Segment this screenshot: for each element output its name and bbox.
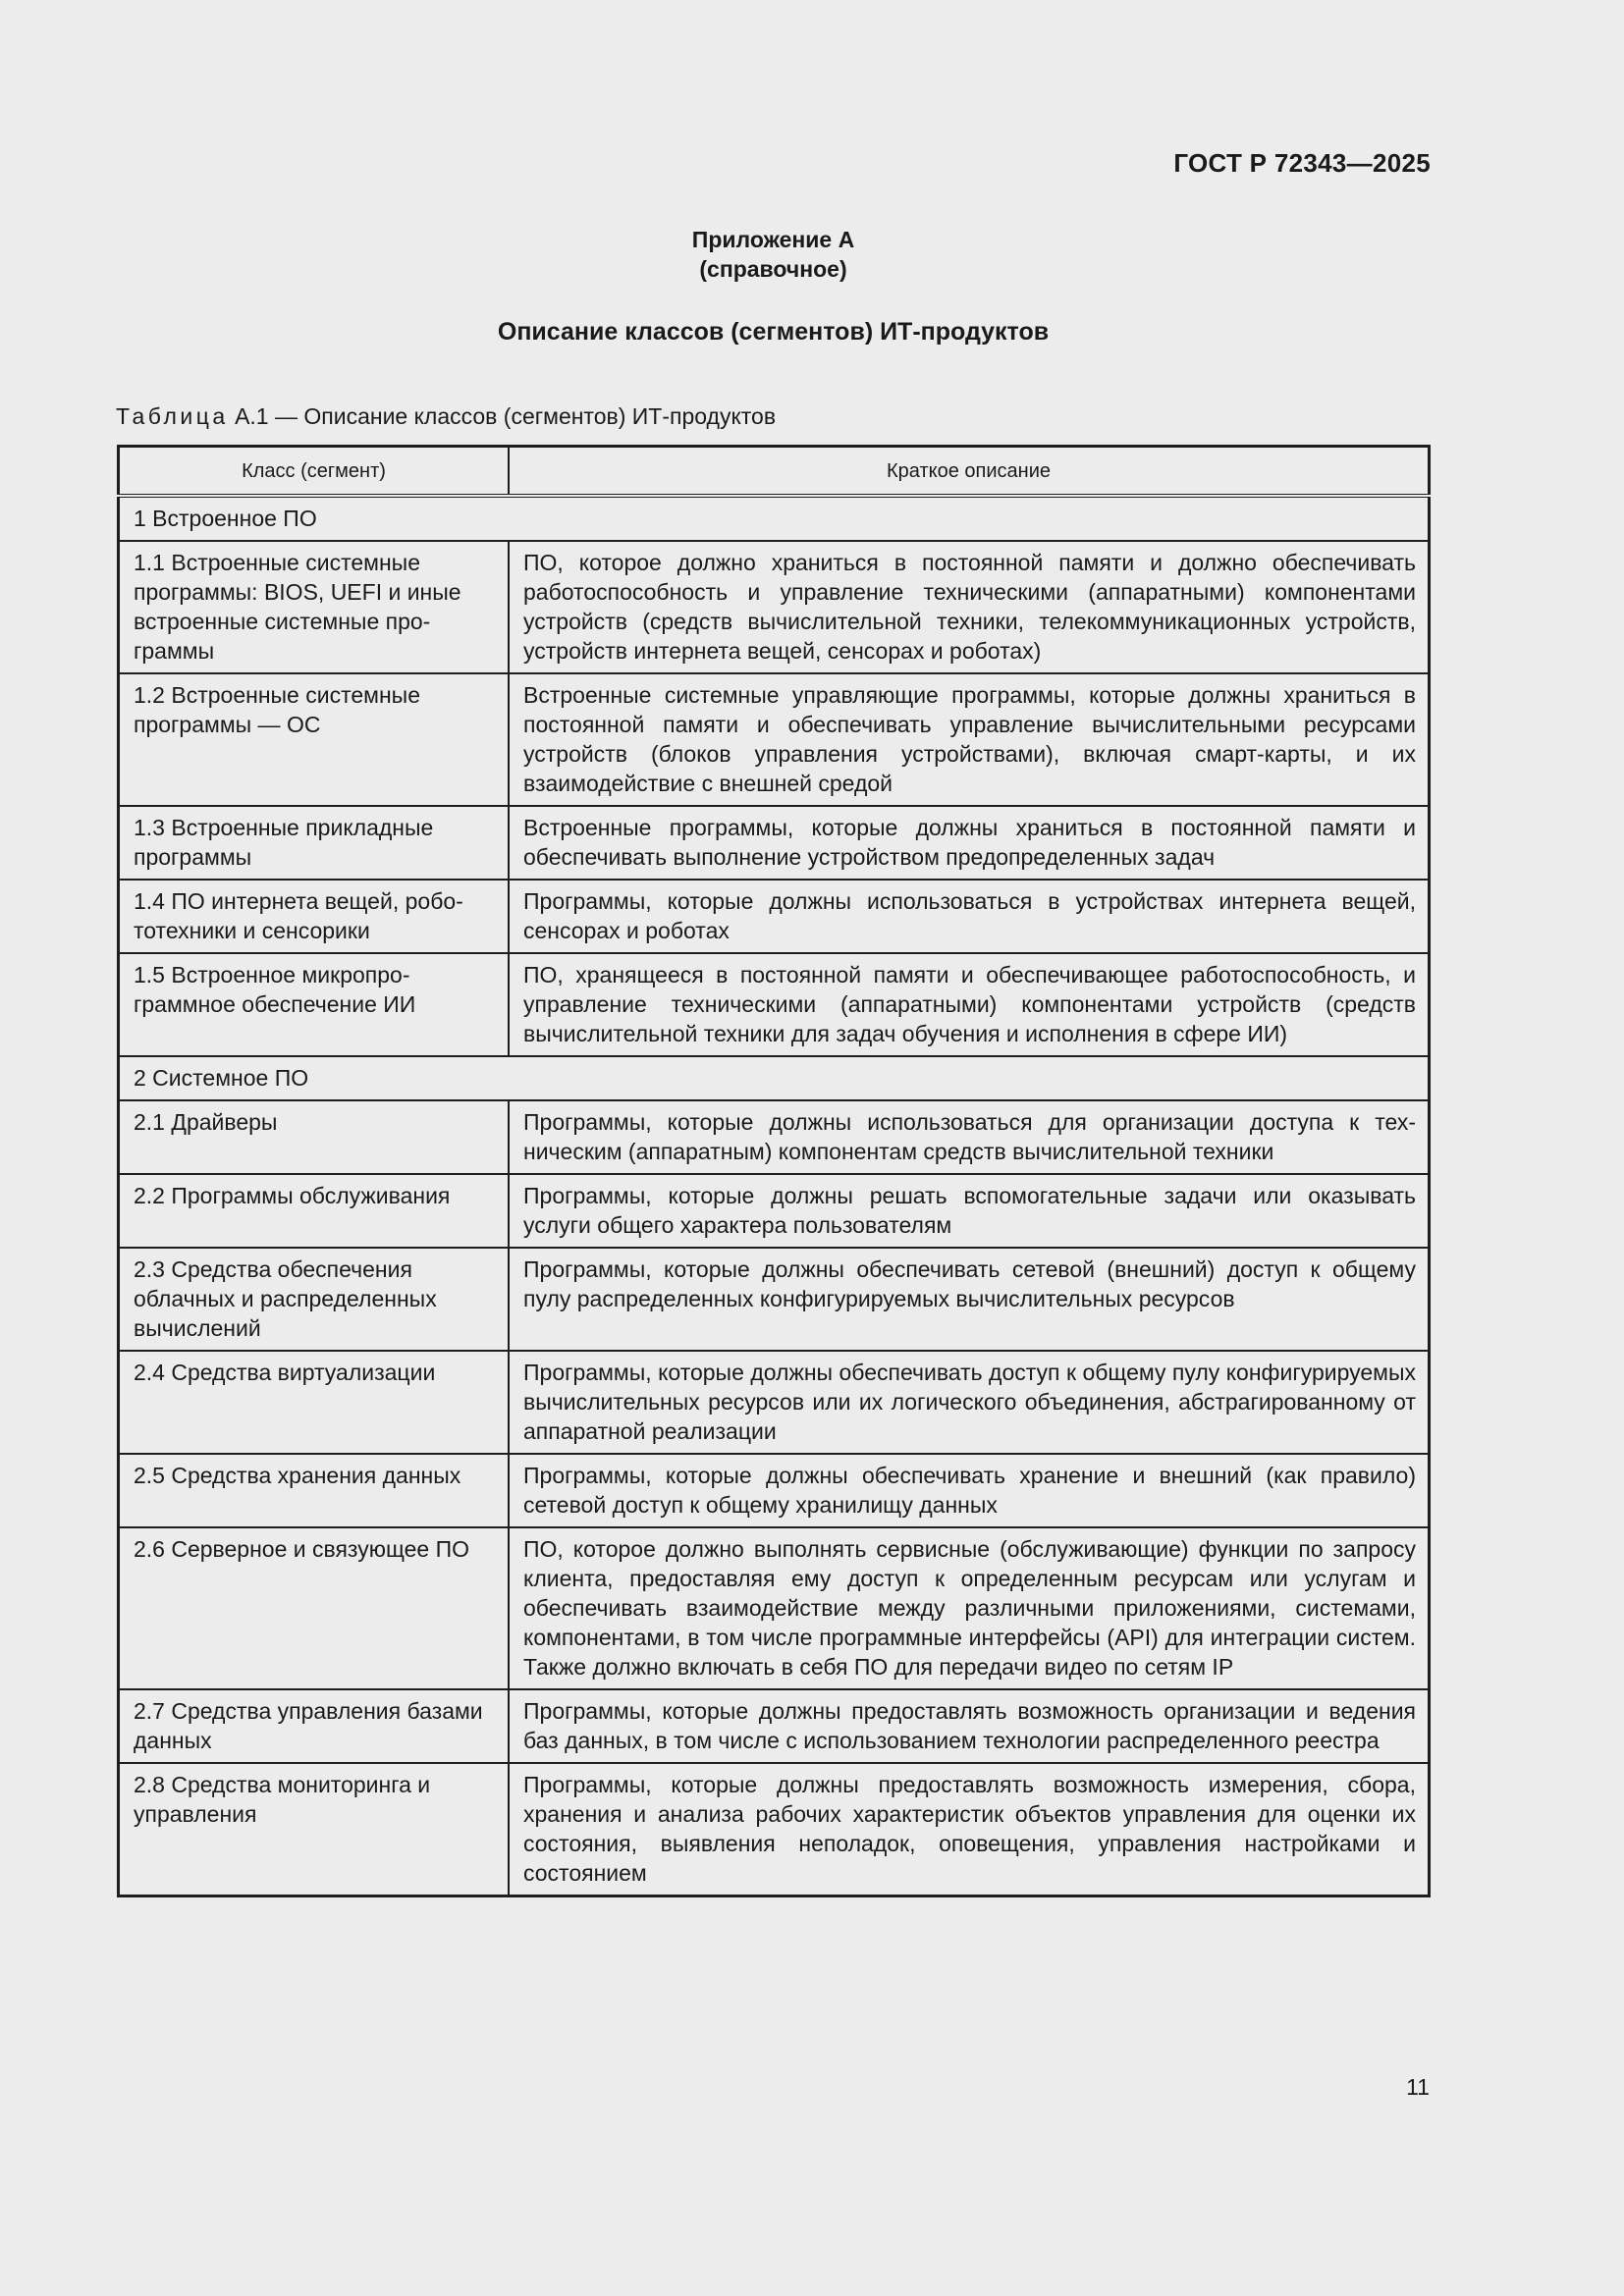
class-cell: 2.2 Программы обслуживания [119, 1174, 510, 1248]
class-cell: 2.3 Средства обеспечения облачных и распределенных вычислений [119, 1248, 510, 1351]
section-title: 2 Системное ПО [119, 1056, 1430, 1100]
description-cell: Программы, которые должны обеспечивать хранение и внешний (как правило) сетевой доступ к общему хранилищу данных [509, 1454, 1430, 1527]
table-caption-text: А.1 — Описание классов (сегментов) ИТ-продуктов [228, 403, 777, 429]
class-cell: 2.7 Средства управления базами данных [119, 1689, 510, 1763]
table-body [119, 496, 1430, 1896]
description-cell: Программы, которые должны предоставлять возможность организации и ведения баз данных, в том числе с использованием технологии распределенного реестра [509, 1689, 1430, 1763]
description-cell: Встроенные программы, которые должны храниться в постоянной памяти и обеспечивать выполнение устройством предопределенных задач [509, 806, 1430, 880]
appendix-heading [0, 225, 1546, 284]
class-cell: 1.4 ПО интернета вещей, робототехники и сенсорики [119, 880, 510, 953]
description-cell: Встроенные системные управляющие программы, которые должны храниться в постоянной памяти и обеспечивать управление вычислительными ресурсами устройств (блоков управления устройствами), включая смарт-карты, и их взаимодействие с внешней средой [509, 673, 1430, 806]
table-row [119, 1454, 1430, 1527]
table-row [119, 953, 1430, 1056]
class-cell: 1.2 Встроенные системные программы — ОС [119, 673, 510, 806]
class-cell: 2.8 Средства мониторинга и управления [119, 1763, 510, 1896]
classes-table [117, 445, 1431, 1897]
table-row [119, 806, 1430, 880]
table-row [119, 1527, 1430, 1689]
class-cell: 1.3 Встроенные прикладные программы [119, 806, 510, 880]
section-row [119, 1056, 1430, 1100]
description-cell: Программы, которые должны предоставлять возможность измерения, сбора, хранения и анализа рабочих характеристик объектов управления для оценки их состояния, выявления неполадок, оповещения, управления настройками и состоянием [509, 1763, 1430, 1896]
table-caption-prefix: Таблица [116, 403, 229, 429]
description-cell: Программы, которые должны использоваться в устройствах интернета вещей, сенсорах и роботах [509, 880, 1430, 953]
table-row [119, 1351, 1430, 1454]
standard-code: ГОСТ Р 72343—2025 [1173, 148, 1431, 178]
table-row [119, 1763, 1430, 1896]
table-row [119, 1689, 1430, 1763]
table-caption [116, 403, 776, 430]
description-cell: ПО, хранящееся в постоянной памяти и обеспечивающее работоспособность, и управление техническими (аппаратными) компонентами устройств (средств вычислительной техники для задач обучения и исполнения в сфере ИИ) [509, 953, 1430, 1056]
appendix-subtitle: (справочное) [699, 256, 847, 282]
class-cell: 2.1 Драйверы [119, 1100, 510, 1174]
table-row [119, 673, 1430, 806]
document-title: Описание классов (сегментов) ИТ-продуктов [497, 318, 1050, 346]
table-row [119, 541, 1430, 673]
section-row [119, 496, 1430, 541]
table-row [119, 1100, 1430, 1174]
header-class: Класс (сегмент) [119, 447, 510, 497]
class-cell: 1.1 Встроенные системные программы: BIOS, UEFI и иные встроенные системные программы [119, 541, 510, 673]
description-cell: Программы, которые должны использоваться для организации доступа к техническим (аппаратным) компонентам средств вычислительной техники [509, 1100, 1430, 1174]
description-cell: Программы, которые должны обеспечивать доступ к общему пулу конфигурируемых вычислительных ресурсов или их логического объединения, абстрагированному от аппаратной реализации [509, 1351, 1430, 1454]
section-title: 1 Встроенное ПО [119, 496, 1430, 541]
description-cell: ПО, которое должно храниться в постоянной памяти и должно обеспечивать работоспособность и управление техническими (аппаратными) компонентами устройств (средств вычислительной техники, телекоммуникационных устройств, устройств интернета вещей, сенсорах и роботах) [509, 541, 1430, 673]
page-number: 11 [1406, 2074, 1430, 2100]
description-cell: ПО, которое должно выполнять сервисные (обслуживающие) функции по запросу клиента, предоставляя ему доступ к определенным ресурсам или услугам и обеспечивать взаимодействие между различными приложениями, системами, компонентами, в том числе программные интерфейсы (API) для интеграции систем. Также должно включать в себя ПО для передачи видео по сетям IP [509, 1527, 1430, 1689]
table-row [119, 1174, 1430, 1248]
class-cell: 2.4 Средства виртуализации [119, 1351, 510, 1454]
appendix-title: Приложение А [691, 227, 855, 252]
header-description: Краткое описание [509, 447, 1430, 497]
class-cell: 1.5 Встроенное микропрограммное обеспечение ИИ [119, 953, 510, 1056]
description-cell: Программы, которые должны обеспечивать сетевой (внешний) доступ к общему пулу распределенных конфигурируемых вычислительных ресурсов [509, 1248, 1430, 1351]
class-cell: 2.6 Серверное и связующее ПО [119, 1527, 510, 1689]
class-cell: 2.5 Средства хранения данных [119, 1454, 510, 1527]
table-header-row [119, 447, 1430, 497]
table-row [119, 1248, 1430, 1351]
description-cell: Программы, которые должны решать вспомогательные задачи или оказывать услуги общего характера пользователям [509, 1174, 1430, 1248]
table-row [119, 880, 1430, 953]
